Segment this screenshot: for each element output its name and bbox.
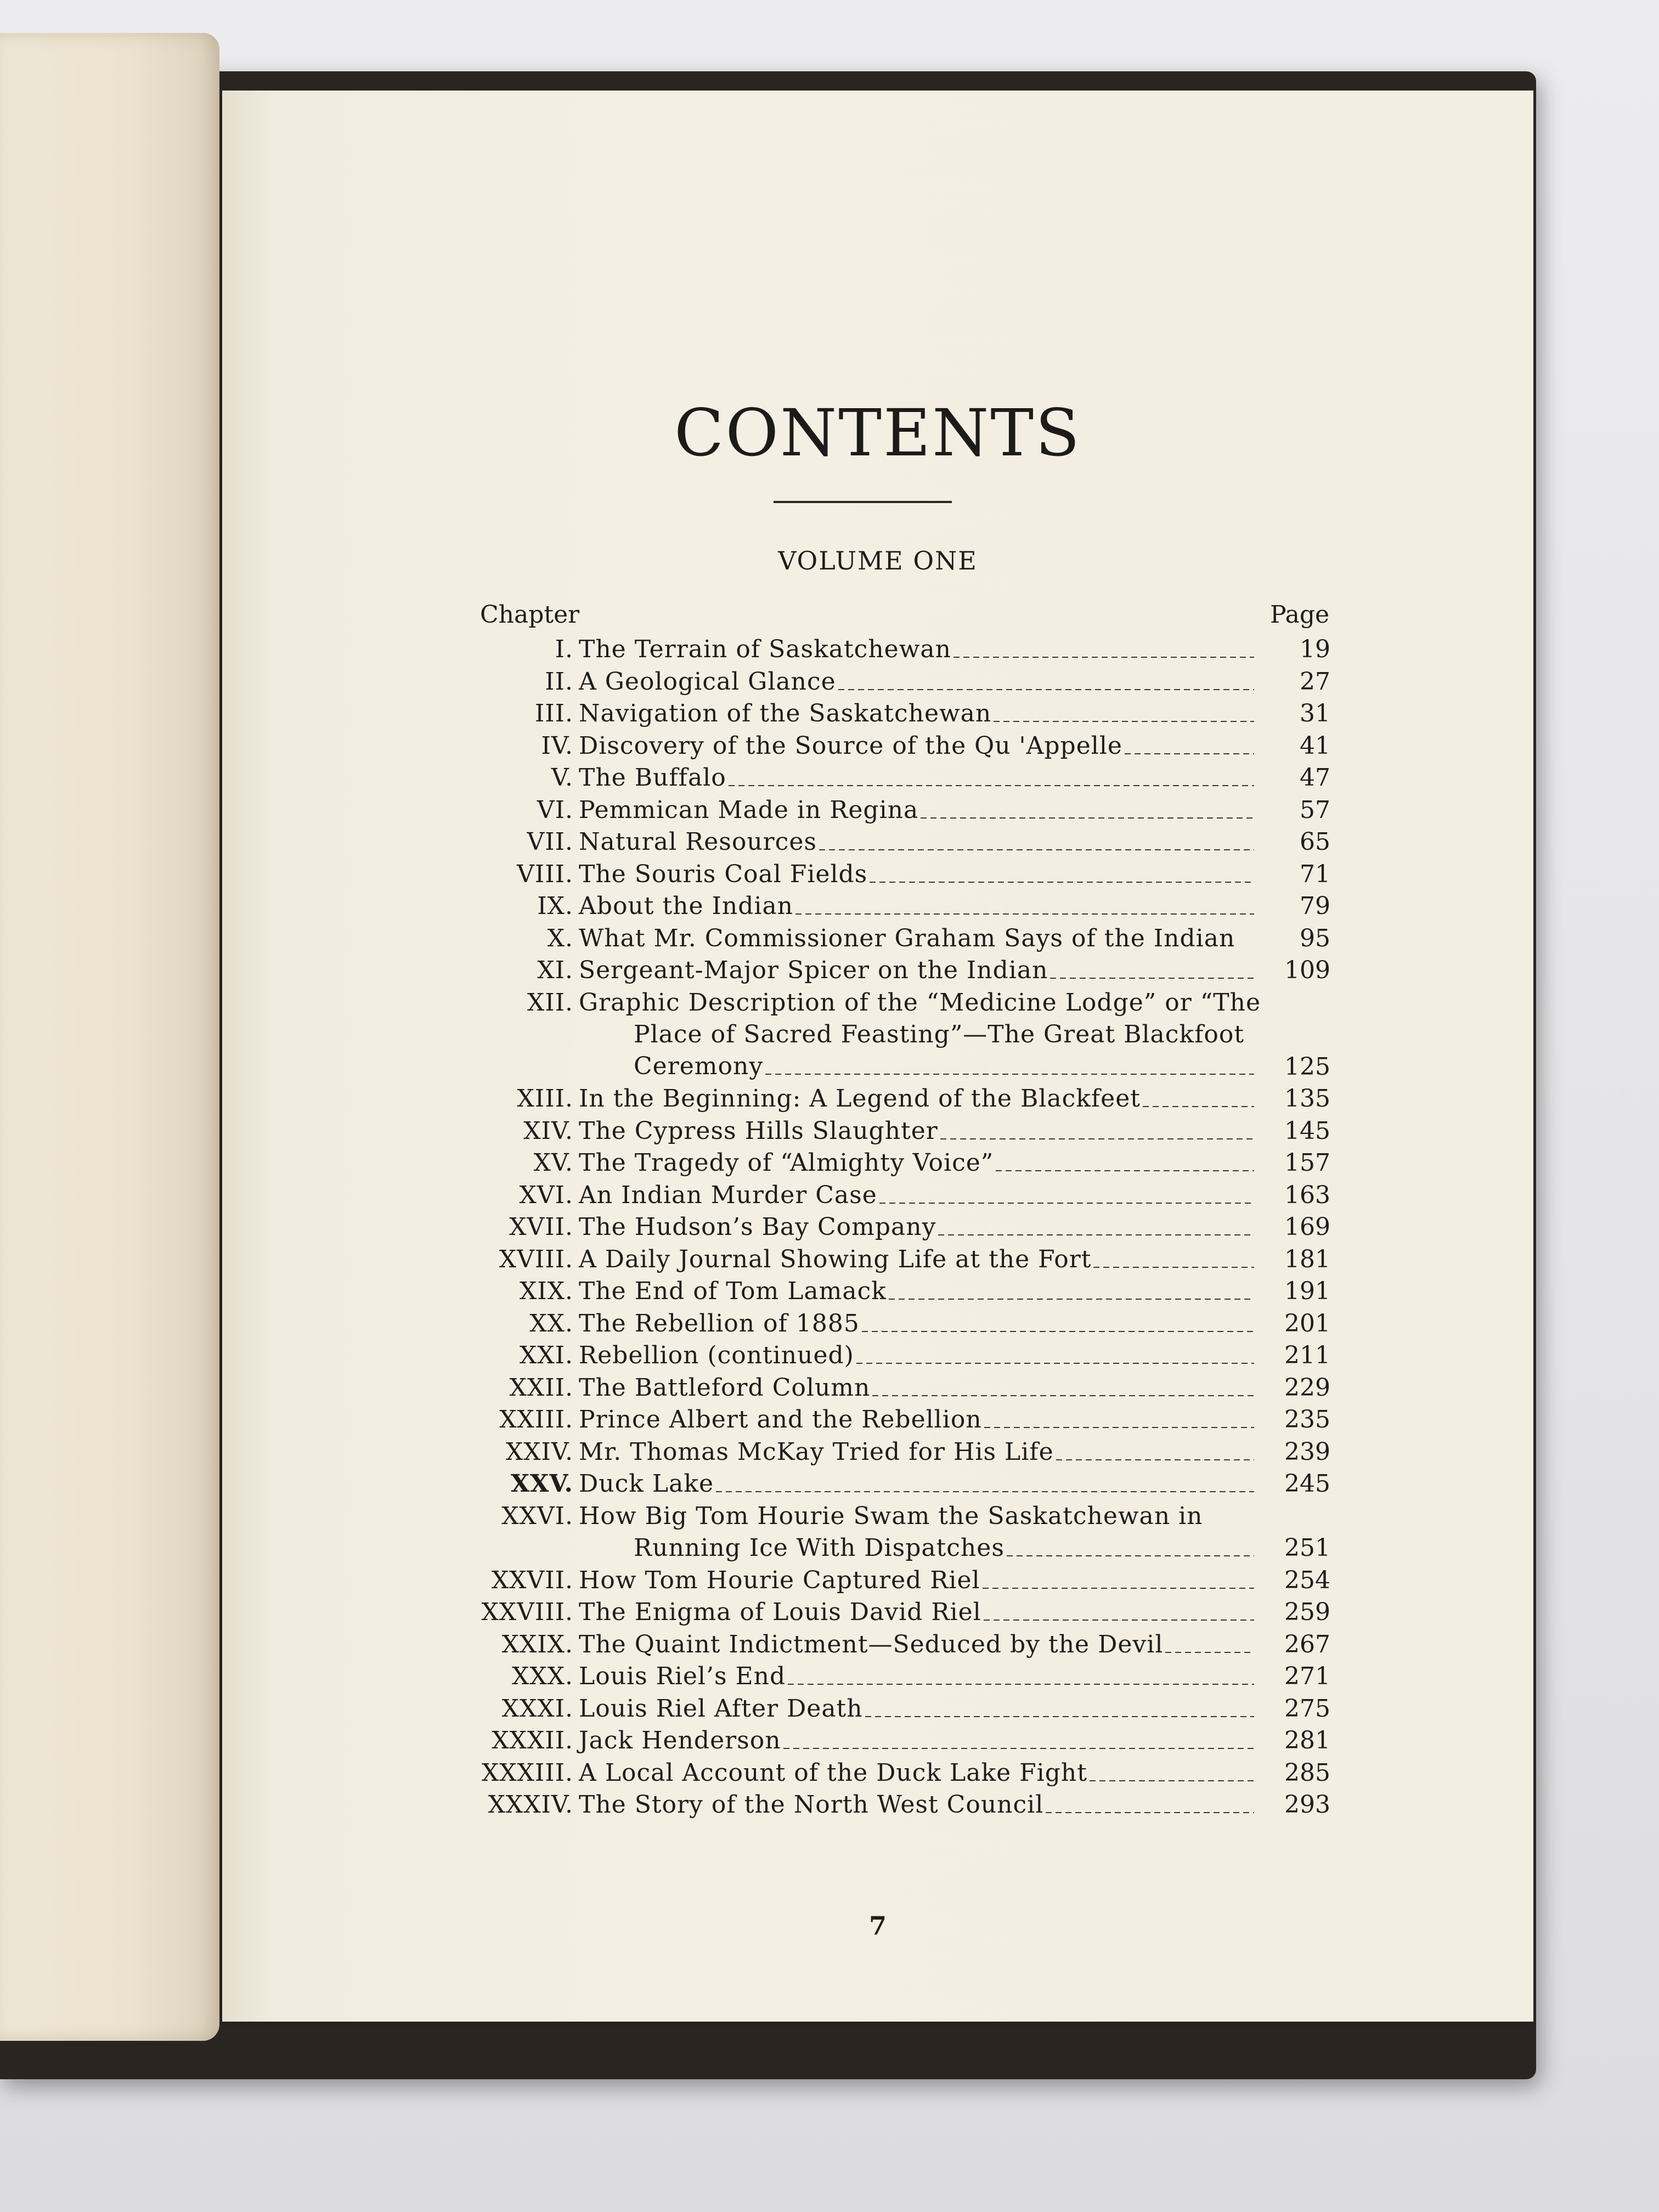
chapter-number: IX.: [537, 892, 573, 920]
page-ref: 239: [1284, 1437, 1330, 1466]
dot-leader: [1090, 1780, 1254, 1781]
chapter-title-line: [579, 698, 1256, 730]
dot-leader: [872, 1395, 1254, 1396]
page-ref: 293: [1284, 1791, 1330, 1819]
dot-leader: [938, 1234, 1254, 1235]
dot-leader: [1093, 1267, 1254, 1268]
chapter-number: XIII.: [517, 1085, 573, 1113]
chapter-title-line: [579, 826, 1256, 858]
chapter-number: XXII.: [509, 1373, 573, 1402]
chapter-title-line: [579, 1532, 1256, 1564]
chapter-number: XXX.: [512, 1662, 573, 1690]
chapter-title: How Tom Hourie Captured Riel: [579, 1566, 980, 1594]
dot-leader: [716, 1491, 1254, 1492]
chapter-title: An Indian Murder Case: [579, 1181, 877, 1209]
page-ref: 211: [1284, 1341, 1330, 1369]
chapter-title-line: [579, 1019, 1256, 1051]
dot-leader: [838, 689, 1254, 690]
page-ref: 229: [1284, 1373, 1330, 1402]
dot-leader: [870, 882, 1254, 883]
chapter-title-line: [579, 1757, 1256, 1789]
chapter-number: XX.: [529, 1309, 573, 1338]
chapter-title-line: [579, 1404, 1256, 1436]
chapter-column-header: Chapter: [480, 601, 580, 629]
chapter-title-line: [579, 1629, 1256, 1661]
chapter-number: XXXIV.: [488, 1791, 573, 1819]
chapter-number: XIV.: [523, 1116, 573, 1145]
dot-leader: [862, 1331, 1254, 1332]
chapter-number: XXVI.: [501, 1502, 573, 1530]
chapter-title: The Battleford Column: [579, 1373, 871, 1402]
chapter-title-line: [579, 1436, 1256, 1468]
page-ref: 157: [1284, 1149, 1330, 1177]
chapter-number: V.: [551, 764, 573, 792]
chapter-title-line: [579, 762, 1256, 794]
dot-leader: [1143, 1106, 1254, 1107]
dot-leader: [1165, 1652, 1254, 1653]
chapter-title: Navigation of the Saskatchewan: [579, 699, 992, 727]
chapter-title: Jack Henderson: [579, 1726, 781, 1754]
chapter-title-line: [579, 634, 1256, 665]
page-ref: 109: [1284, 956, 1330, 984]
page-ref: 245: [1284, 1470, 1330, 1498]
dot-leader: [1046, 1812, 1254, 1813]
chapter-number: II.: [545, 667, 573, 696]
chapter-title: Ceremony: [634, 1052, 764, 1080]
dot-leader: [921, 817, 1254, 819]
dot-leader: [889, 1299, 1254, 1300]
chapter-title-line: [579, 1083, 1256, 1115]
chapter-title: Duck Lake: [579, 1470, 714, 1498]
chapter-number: XXXII.: [492, 1726, 573, 1754]
page-title: CONTENTS: [674, 395, 1081, 471]
page-ref: 163: [1284, 1181, 1330, 1209]
chapter-title: Place of Sacred Feasting”—The Great Blackfoot: [634, 1020, 1245, 1048]
chapter-title: Graphic Description of the “Medicine Lodge” or “The: [579, 988, 1261, 1017]
page-ref: 31: [1300, 699, 1330, 727]
page-ref: 57: [1300, 795, 1330, 824]
chapter-title-line: [579, 1789, 1256, 1821]
chapter-title-line: [579, 1661, 1256, 1692]
page-ref: 47: [1300, 764, 1330, 792]
page-ref: 169: [1284, 1213, 1330, 1241]
chapter-number: XV.: [533, 1149, 573, 1177]
chapter-title: Sergeant-Major Spicer on the Indian: [579, 956, 1048, 984]
dot-leader: [783, 1748, 1254, 1749]
chapter-number: XXIX.: [501, 1630, 573, 1658]
page-ref: 271: [1284, 1662, 1330, 1690]
chapter-title: Natural Resources: [579, 828, 817, 856]
chapter-title-line: [579, 1340, 1256, 1372]
dot-leader: [984, 1427, 1254, 1428]
dot-leader: [984, 1620, 1254, 1621]
dot-leader: [795, 913, 1254, 915]
page-ref: 254: [1284, 1566, 1330, 1594]
chapter-number: XXVII.: [491, 1566, 573, 1594]
chapter-number: III.: [534, 699, 573, 727]
chapter-number: XXV.: [510, 1470, 573, 1498]
chapter-number: IV.: [541, 731, 573, 760]
toc-list: [222, 91, 1533, 2022]
page-ref: 95: [1300, 924, 1330, 952]
chapter-title-line: [579, 1051, 1256, 1082]
chapter-title-line: [579, 1725, 1256, 1757]
chapter-number: XVII.: [509, 1213, 573, 1241]
chapter-title-line: [579, 987, 1261, 1019]
chapter-title-line: [579, 730, 1256, 762]
dot-leader: [729, 785, 1254, 786]
chapter-title: The Terrain of Saskatchewan: [579, 635, 951, 663]
page-ref: 41: [1300, 731, 1330, 760]
chapter-number: XXXIII.: [481, 1758, 573, 1787]
chapter-number: XIX.: [519, 1277, 573, 1305]
page-ref: 201: [1284, 1309, 1330, 1338]
chapter-title-line: [579, 890, 1256, 922]
dot-leader: [765, 1074, 1254, 1075]
dot-leader: [996, 1170, 1254, 1171]
chapter-number: I.: [555, 635, 573, 663]
chapter-title: The End of Tom Lamack: [579, 1277, 887, 1305]
page-ref: 27: [1300, 667, 1330, 696]
chapter-title-line: [579, 1565, 1256, 1596]
page-column-header: Page: [1270, 601, 1330, 629]
chapter-title: Running Ice With Dispatches: [634, 1533, 1005, 1562]
chapter-title-line: [579, 1180, 1256, 1211]
chapter-title: The Enigma of Louis David Riel: [579, 1598, 981, 1626]
chapter-number: XXIV.: [505, 1437, 573, 1466]
chapter-title-line: [579, 1276, 1256, 1307]
chapter-title-line: [579, 1693, 1256, 1725]
page-ref: 125: [1284, 1052, 1330, 1081]
chapter-title: About the Indian: [579, 892, 794, 920]
chapter-title: Prince Albert and the Rebellion: [579, 1406, 982, 1434]
chapter-number: XXVIII.: [481, 1598, 573, 1626]
chapter-title: The Quaint Indictment—Seduced by the Devil: [579, 1630, 1164, 1658]
chapter-title: In the Beginning: A Legend of the Blackfeet: [579, 1085, 1141, 1113]
dot-leader: [994, 721, 1254, 722]
dot-leader: [1056, 1459, 1254, 1460]
dot-leader: [983, 1588, 1254, 1589]
chapter-title: The Hudson’s Bay Company: [579, 1213, 936, 1241]
chapter-title-line: [579, 794, 1256, 826]
contents-page: [222, 91, 1533, 2022]
chapter-title: The Cypress Hills Slaughter: [579, 1116, 938, 1145]
chapter-title-line: [579, 1115, 1256, 1147]
chapter-title-line: [579, 1147, 1256, 1179]
page-ref: 259: [1284, 1598, 1330, 1626]
chapter-title: Rebellion (continued): [579, 1341, 854, 1369]
chapter-title: The Tragedy of “Almighty Voice”: [579, 1149, 994, 1177]
volume-heading: VOLUME ONE: [778, 546, 978, 575]
chapter-title: The Story of the North West Council: [579, 1791, 1044, 1819]
dot-leader: [865, 1716, 1254, 1717]
dot-leader: [879, 1203, 1254, 1204]
chapter-number: XI.: [537, 956, 573, 984]
chapter-title-line: [579, 923, 1256, 955]
chapter-title: The Buffalo: [579, 764, 726, 792]
dot-leader: [940, 1138, 1254, 1139]
dot-leader: [788, 1684, 1254, 1685]
left-page-edge: [0, 33, 219, 2041]
chapter-number: XXXI.: [501, 1694, 573, 1723]
page-ref: 251: [1284, 1534, 1330, 1562]
page-number: 7: [868, 1911, 887, 1940]
chapter-title: A Geological Glance: [579, 667, 836, 696]
chapter-title: Pemmican Made in Regina: [579, 795, 919, 824]
chapter-title: A Daily Journal Showing Life at the Fort: [579, 1245, 1092, 1273]
chapter-number: XVI.: [519, 1181, 573, 1209]
dot-leader: [1125, 753, 1254, 754]
page-ref: 235: [1284, 1406, 1330, 1434]
chapter-title-line: [579, 859, 1256, 890]
chapter-number: VIII.: [517, 860, 573, 888]
chapter-title-line: [579, 1596, 1256, 1628]
page-ref: 65: [1300, 828, 1330, 856]
page-ref: 181: [1284, 1245, 1330, 1273]
chapter-title: The Souris Coal Fields: [579, 860, 868, 888]
chapter-title-line: [579, 1372, 1256, 1404]
page-ref: 275: [1284, 1694, 1330, 1723]
chapter-number: XVIII.: [499, 1245, 573, 1273]
chapter-number: XXI.: [519, 1341, 573, 1369]
page-ref: 281: [1284, 1726, 1330, 1754]
chapter-title: Discovery of the Source of the Qu 'Appelle: [579, 731, 1122, 760]
page-ref: 267: [1284, 1630, 1330, 1658]
page-ref: 135: [1284, 1085, 1330, 1113]
chapter-number: XXIII.: [499, 1406, 573, 1434]
page-ref: 285: [1284, 1758, 1330, 1787]
chapter-title: What Mr. Commissioner Graham Says of the Indian: [579, 924, 1235, 952]
dot-leader: [1050, 978, 1254, 979]
chapter-title-line: [579, 1244, 1256, 1276]
page-ref: 145: [1284, 1116, 1330, 1145]
chapter-title: How Big Tom Hourie Swam the Saskatchewan in: [579, 1502, 1203, 1530]
chapter-title: Louis Riel After Death: [579, 1694, 863, 1723]
dot-leader: [953, 657, 1254, 658]
page-ref: 79: [1300, 892, 1330, 920]
chapter-title-line: [579, 1468, 1256, 1500]
dot-leader: [856, 1363, 1254, 1364]
chapter-title-line: [579, 955, 1256, 986]
chapter-number: XII.: [527, 988, 573, 1017]
chapter-number: VII.: [527, 828, 573, 856]
chapter-title-line: [579, 1500, 1256, 1532]
chapter-title-line: [579, 666, 1256, 698]
chapter-title: The Rebellion of 1885: [579, 1309, 860, 1338]
chapter-title-line: [579, 1308, 1256, 1340]
page-ref: 191: [1284, 1277, 1330, 1305]
page-ref: 71: [1300, 860, 1330, 888]
page-ref: 19: [1300, 635, 1330, 663]
chapter-number: X.: [547, 924, 573, 952]
chapter-title: A Local Account of the Duck Lake Fight: [579, 1758, 1087, 1787]
chapter-number: VI.: [537, 795, 573, 824]
chapter-title-line: [579, 1211, 1256, 1243]
chapter-title: Louis Riel’s End: [579, 1662, 786, 1690]
dot-leader: [819, 849, 1254, 850]
chapter-title: Mr. Thomas McKay Tried for His Life: [579, 1437, 1054, 1466]
dot-leader: [1007, 1555, 1254, 1556]
